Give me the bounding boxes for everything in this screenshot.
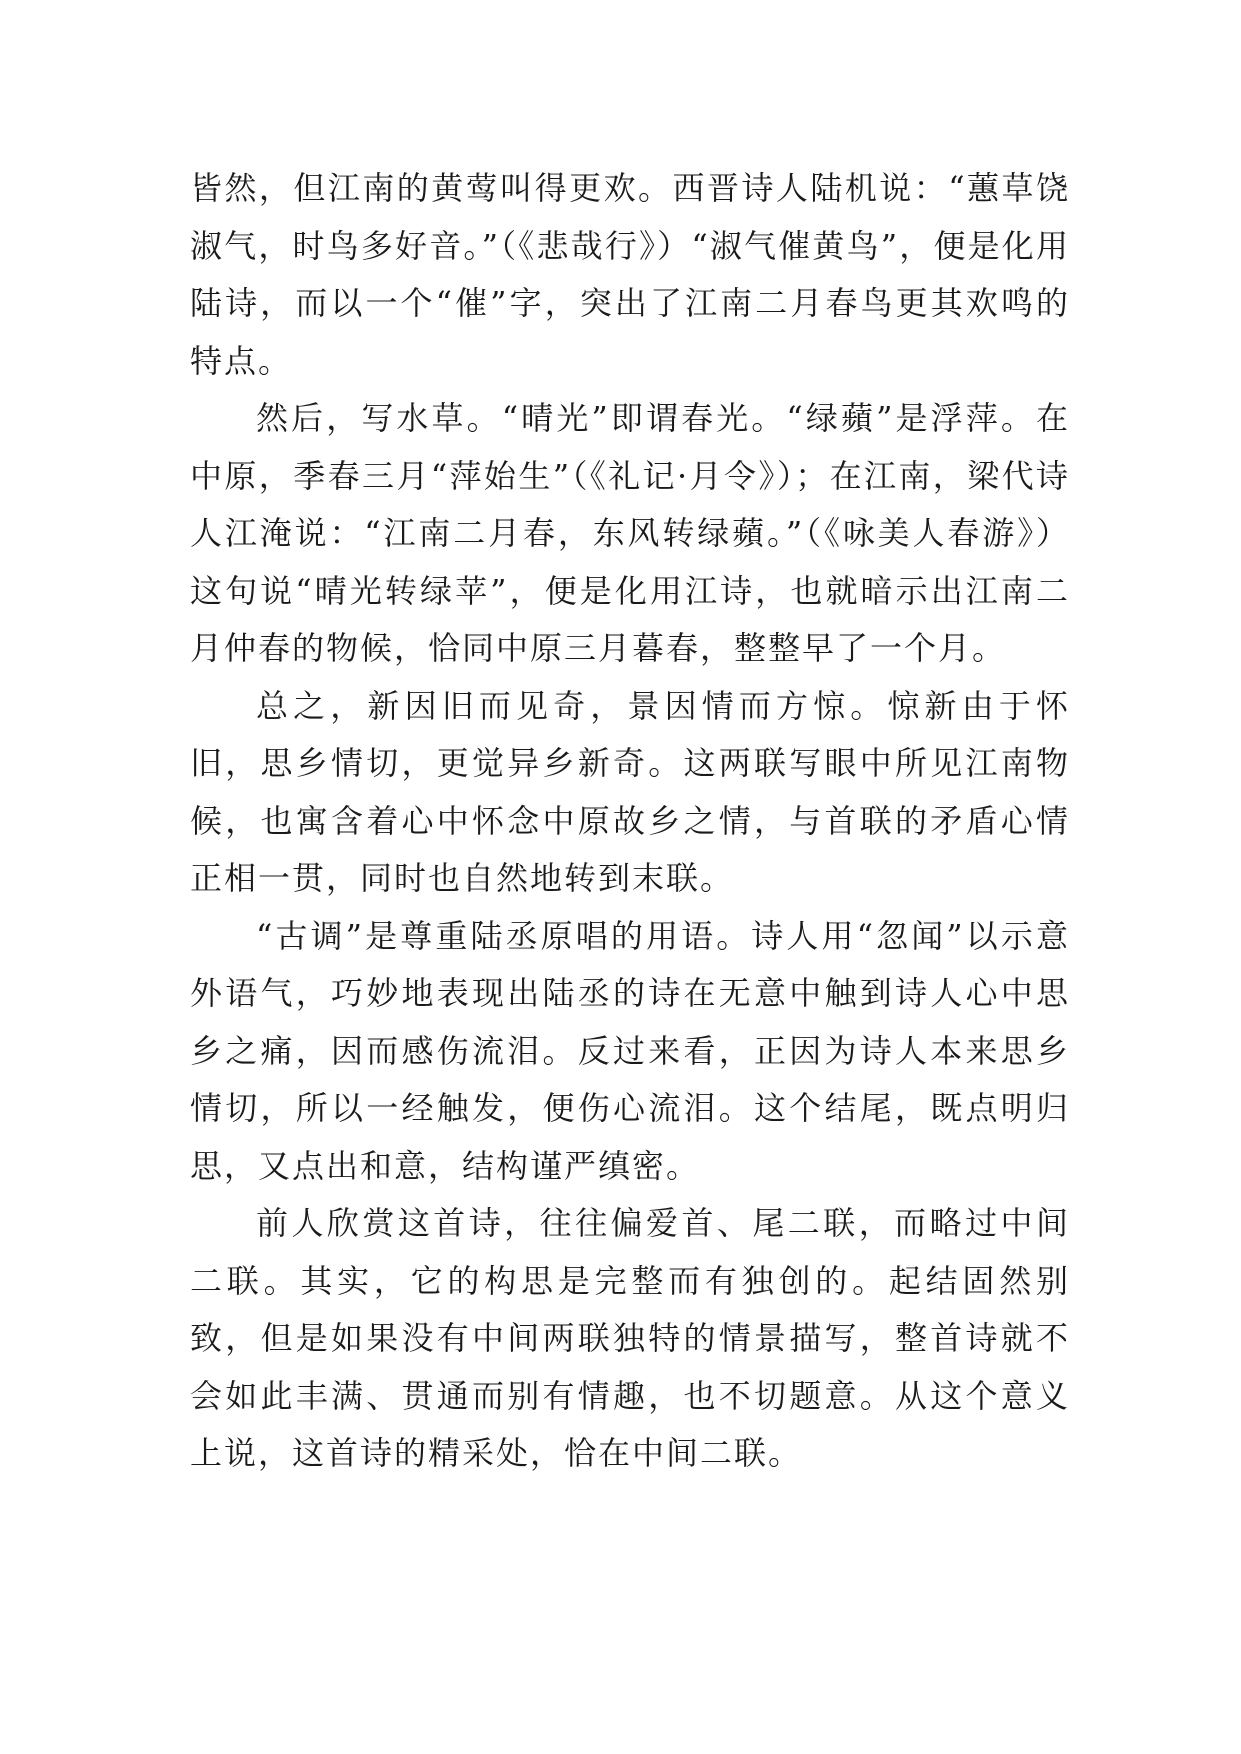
paragraph-2: 然后，写水草。“晴光”即谓春光。“绿蘋”是浮萍。在中原，季春三月“萍始生”（《礼记·月令》）；在江南，梁代诗人江淹说：“江南二月春，东风转绿蘋。”（《咏美人春游》）这句说“晴光转绿苹”，便是化用江诗，也就暗示出江南二月仲春的物候，恰同中原三月暮春，整整早了一个月。 (190, 399, 1070, 667)
document-page (190, 160, 1070, 1483)
paragraph-4: “古调”是尊重陆丞原唱的用语。诗人用“忽闻”以示意外语气，巧妙地表现出陆丞的诗在无意中触到诗人心中思乡之痛，因而感伤流泪。反过来看，正因为诗人本来思乡情切，所以一经触发，便伤心流泪。这个结尾，既点明归思，又点出和意，结构谨严缜密。 (190, 916, 1070, 1185)
paragraph-5: 前人欣赏这首诗，往往偏爱首、尾二联，而略过中间二联。其实，它的构思是完整而有独创的。起结固然别致，但是如果没有中间两联独特的情景描写，整首诗就不会如此丰满、贯通而别有情趣，也不切题意。从这个意义上说，这首诗的精采处，恰在中间二联。 (190, 1204, 1070, 1472)
paragraph-1: 皆然，但江南的黄莺叫得更欢。西晋诗人陆机说：“蕙草饶淑气，时鸟多好音。”（《悲哉行》）“淑气催黄鸟”，便是化用陆诗，而以一个“催”字，突出了江南二月春鸟更其欢鸣的特点。 (190, 169, 1070, 380)
paragraph-3: 总之，新因旧而见奇，景因情而方惊。惊新由于怀旧，思乡情切，更觉异乡新奇。这两联写眼中所见江南物候，也寓含着心中怀念中原故乡之情，与首联的矛盾心情正相一贯，同时也自然地转到末联。 (190, 686, 1070, 897)
